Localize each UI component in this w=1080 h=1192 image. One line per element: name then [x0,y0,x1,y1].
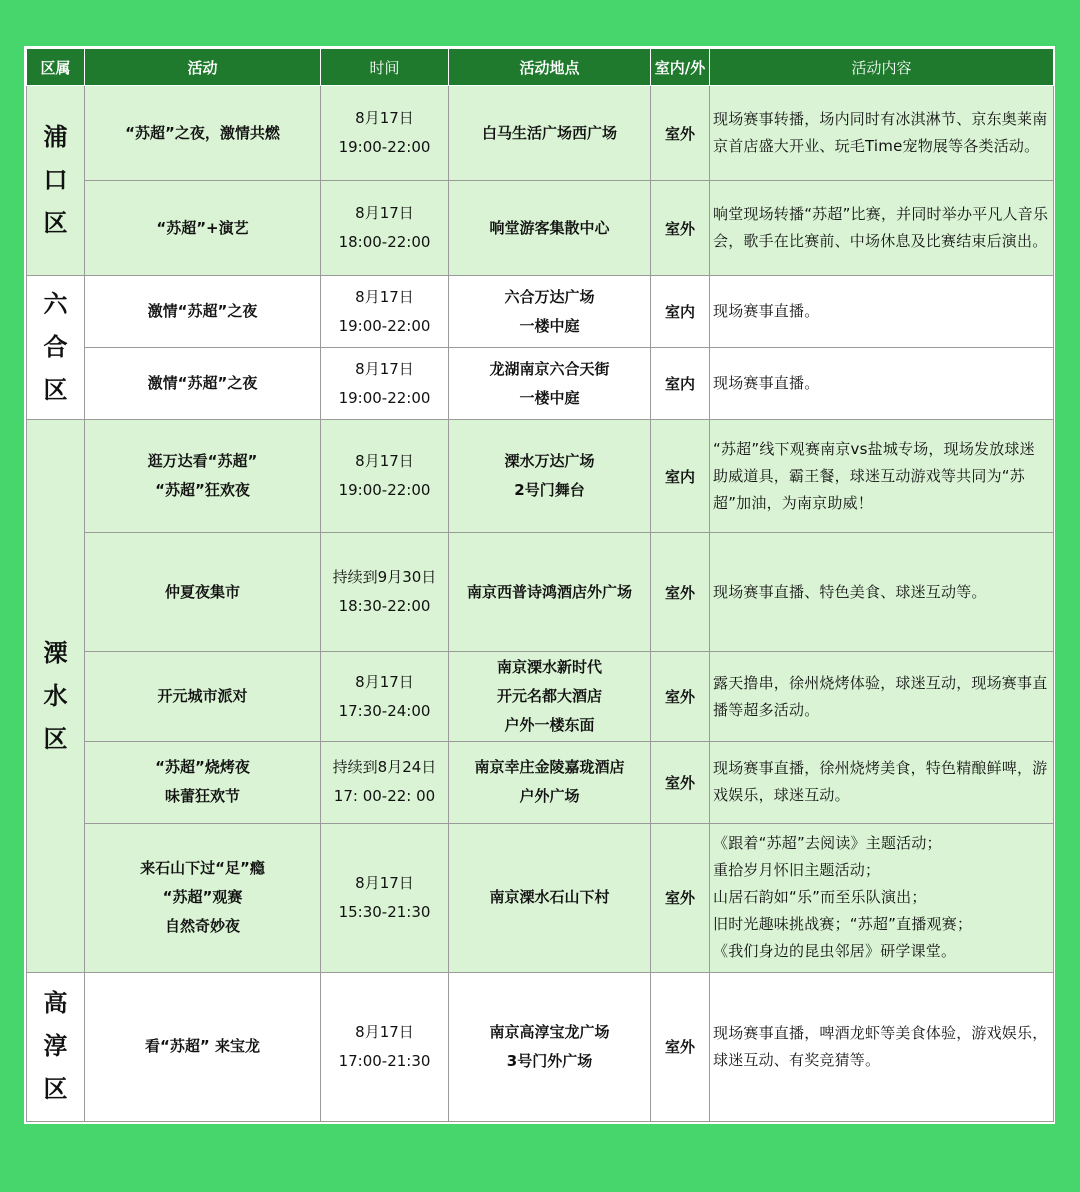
location-cell: 白马生活广场西广场 [449,86,651,181]
table-row [27,420,1054,533]
activity-cell: 逛万达看“苏超” “苏超”狂欢夜 [85,420,321,533]
table-row [27,972,1054,1121]
header-content: 活动内容 [710,49,1054,86]
indoor-outdoor-cell: 室外 [651,823,710,972]
activity-cell: 来石山下过“足”瘾 “苏超”观赛 自然奇妙夜 [85,823,321,972]
activity-cell: 激情“苏超”之夜 [85,348,321,420]
time-cell: 8月17日 19:00-22:00 [321,420,449,533]
content-cell: “苏超”线下观赛南京vs盐城专场，现场发放球迷助威道具，霸王餐，球迷互动游戏等共同为“苏超”加油，为南京助威！ [710,420,1054,533]
header-time: 时间 [321,49,449,86]
table-row [27,533,1054,652]
location-cell: 南京幸庄金陵嘉珑酒店 户外广场 [449,741,651,823]
activity-cell: “苏超”之夜，激情共燃 [85,86,321,181]
content-cell: 露天撸串，徐州烧烤体验，球迷互动，现场赛事直播等超多活动。 [710,652,1054,741]
activity-cell: 看“苏超” 来宝龙 [85,972,321,1121]
activity-cell: 仲夏夜集市 [85,533,321,652]
time-cell: 8月17日 15:30-21:30 [321,823,449,972]
time-cell: 8月17日 18:00-22:00 [321,181,449,276]
content-cell: 现场赛事转播，场内同时有冰淇淋节、京东奥莱南京首店盛大开业、玩毛Time宠物展等各类活动。 [710,86,1054,181]
district-cell-gaochun: 高淳区 [27,972,85,1121]
content-cell: 现场赛事直播，啤酒龙虾等美食体验，游戏娱乐，球迷互动、有奖竞猜等。 [710,972,1054,1121]
location-cell: 南京溧水石山下村 [449,823,651,972]
location-cell: 响堂游客集散中心 [449,181,651,276]
header-district: 区属 [27,49,85,86]
time-cell: 8月17日 17:00-21:30 [321,972,449,1121]
header-indoor-outdoor: 室内/外 [651,49,710,86]
content-cell: 《跟着“苏超”去阅读》主题活动； 重拾岁月怀旧主题活动； 山居石韵如“乐”而至乐队演出； 旧时光趣味挑战赛；“苏超”直播观赛； 《我们身边的昆虫邻居》研学课堂。 [710,823,1054,972]
time-cell: 8月17日 19:00-22:00 [321,348,449,420]
content-cell: 现场赛事直播，徐州烧烤美食，特色精酿鲜啤，游戏娱乐，球迷互动。 [710,741,1054,823]
activity-cell: 开元城市派对 [85,652,321,741]
district-cell-pukou: 浦口区 [27,86,85,276]
table-row [27,276,1054,348]
indoor-outdoor-cell: 室外 [651,533,710,652]
time-cell: 持续到8月24日 17: 00-22: 00 [321,741,449,823]
indoor-outdoor-cell: 室外 [651,652,710,741]
content-cell: 现场赛事直播、特色美食、球迷互动等。 [710,533,1054,652]
table-header-row [27,49,1054,86]
header-location: 活动地点 [449,49,651,86]
time-cell: 8月17日 17:30-24:00 [321,652,449,741]
table-row [27,348,1054,420]
event-table-frame [24,46,1055,1124]
indoor-outdoor-cell: 室外 [651,741,710,823]
indoor-outdoor-cell: 室内 [651,420,710,533]
location-cell: 六合万达广场 一楼中庭 [449,276,651,348]
activity-cell: 激情“苏超”之夜 [85,276,321,348]
indoor-outdoor-cell: 室外 [651,86,710,181]
table-row [27,741,1054,823]
indoor-outdoor-cell: 室内 [651,348,710,420]
activity-cell: “苏超”+演艺 [85,181,321,276]
table-row [27,86,1054,181]
header-activity: 活动 [85,49,321,86]
indoor-outdoor-cell: 室内 [651,276,710,348]
table-row [27,181,1054,276]
content-cell: 现场赛事直播。 [710,348,1054,420]
location-cell: 南京西普诗鸿酒店外广场 [449,533,651,652]
content-cell: 现场赛事直播。 [710,276,1054,348]
location-cell: 南京高淳宝龙广场 3号门外广场 [449,972,651,1121]
time-cell: 8月17日 19:00-22:00 [321,86,449,181]
table-row [27,823,1054,972]
event-schedule-table [26,48,1054,1122]
district-cell-lishui: 溧水区 [27,420,85,973]
district-cell-liuhe: 六合区 [27,276,85,420]
time-cell: 持续到9月30日 18:30-22:00 [321,533,449,652]
location-cell: 龙湖南京六合天街 一楼中庭 [449,348,651,420]
table-row [27,652,1054,741]
indoor-outdoor-cell: 室外 [651,181,710,276]
content-cell: 响堂现场转播“苏超”比赛，并同时举办平凡人音乐会，歌手在比赛前、中场休息及比赛结束后演出。 [710,181,1054,276]
location-cell: 溧水万达广场 2号门舞台 [449,420,651,533]
indoor-outdoor-cell: 室外 [651,972,710,1121]
activity-cell: “苏超”烧烤夜 味蕾狂欢节 [85,741,321,823]
time-cell: 8月17日 19:00-22:00 [321,276,449,348]
location-cell: 南京溧水新时代 开元名都大酒店 户外一楼东面 [449,652,651,741]
